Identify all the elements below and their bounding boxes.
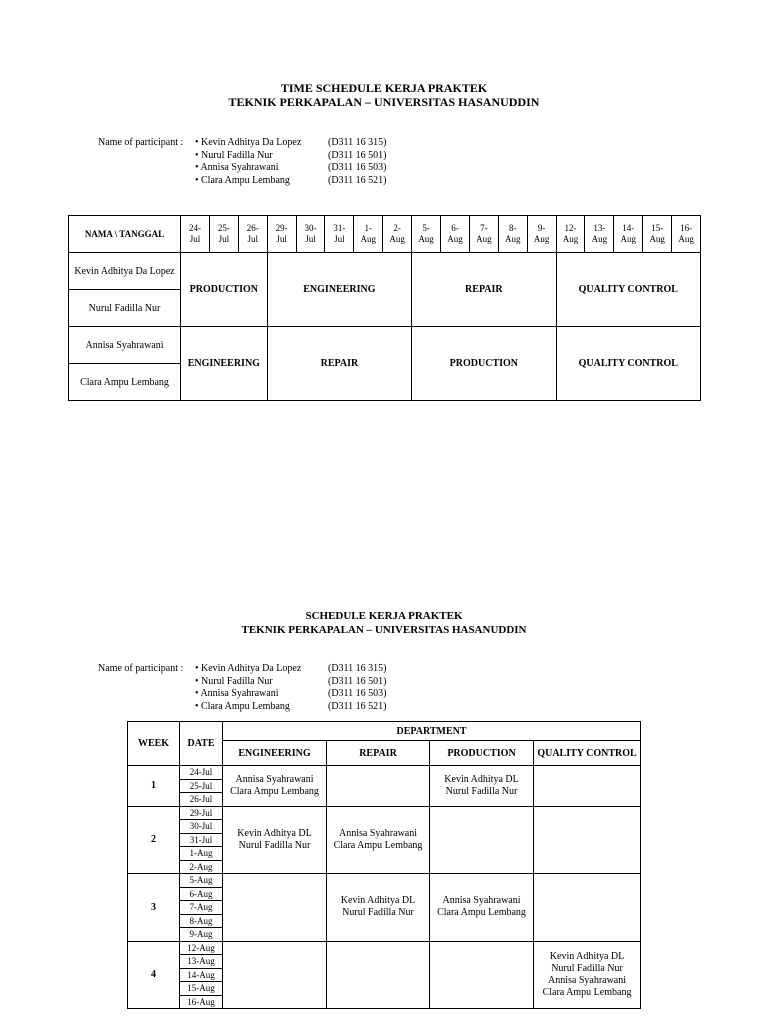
date-cell: 15-Aug (180, 982, 223, 996)
time-schedule-table (68, 215, 701, 401)
date-day: 25- (217, 223, 230, 233)
department-cell (430, 766, 534, 807)
department-cell (534, 806, 641, 874)
date-month: Jul (247, 234, 258, 244)
date-month: Jul (276, 234, 287, 244)
assigned-name: Annisa Syahrawani (547, 974, 627, 986)
week-number: 1 (128, 766, 180, 807)
date-cell: 1-Aug (180, 847, 223, 861)
department-cell (327, 874, 430, 942)
assigned-name: Nurul Fadilla Nur (238, 839, 311, 851)
participant-item (195, 701, 301, 714)
date-cell: 26-Jul (180, 793, 223, 807)
participant-id: (D311 16 503) (328, 688, 387, 699)
row-name: Clara Ampu Lembang (69, 364, 181, 401)
assigned-name: Clara Ampu Lembang (333, 839, 423, 851)
date-cell: 13-Aug (180, 955, 223, 969)
date-header (383, 216, 412, 253)
date-header (412, 216, 441, 253)
date-day: 14- (622, 223, 635, 233)
participant-item (195, 175, 301, 188)
schedule1-title-line1: TIME SCHEDULE KERJA PRAKTEK (280, 81, 488, 95)
date-header (643, 216, 672, 253)
date-cell: 24-Jul (180, 766, 223, 780)
date-header (585, 216, 614, 253)
activity-cell: REPAIR (267, 327, 411, 401)
date-day: 9- (537, 223, 546, 233)
date-header (556, 216, 585, 253)
date-header (181, 216, 210, 253)
participant-name-text: Nurul Fadilla Nur (201, 149, 273, 161)
date-month: Aug (533, 234, 550, 244)
date-cell: 7-Aug (180, 901, 223, 915)
participant-item (195, 162, 301, 175)
dept-quality-control: QUALITY CONTROL (534, 741, 641, 766)
date-month: Jul (305, 234, 316, 244)
date-month: Jul (218, 234, 230, 244)
date-header (672, 216, 701, 253)
dept-production: PRODUCTION (430, 741, 534, 766)
participant-names (195, 137, 301, 187)
header-week: WEEK (128, 722, 180, 766)
table-row (128, 766, 641, 780)
date-month: Aug (360, 234, 377, 244)
date-month: Aug (447, 234, 463, 244)
department-cell (223, 806, 327, 874)
participant-label: Name of participant : (98, 137, 184, 148)
table-row (128, 806, 641, 820)
participant-ids (328, 663, 387, 713)
activity-cell: PRODUCTION (412, 327, 556, 401)
date-cell: 31-Jul (180, 833, 223, 847)
participant-id: (D311 16 521) (328, 174, 387, 186)
date-month: Aug (476, 234, 492, 244)
date-day: 5- (422, 223, 430, 233)
activity-cell: ENGINEERING (267, 253, 411, 327)
date-day: 6- (451, 223, 459, 233)
date-month: Jul (334, 234, 345, 244)
date-day: 7- (480, 223, 488, 233)
date-month: Aug (418, 234, 434, 244)
participant-label: Name of participant : (98, 663, 184, 674)
date-cell: 25-Jul (180, 779, 223, 793)
participant-item (195, 688, 301, 701)
participant-name-text: Clara Ampu Lembang (201, 174, 290, 186)
participant-name-text: Nurul Fadilla Nur (201, 675, 273, 687)
department-cell (534, 874, 641, 942)
schedule2-title (0, 609, 768, 637)
participant-id: (D311 16 521) (328, 700, 387, 712)
participant-names (195, 663, 301, 713)
participant-item (195, 676, 301, 689)
department-cell (223, 941, 327, 1009)
participant-name-text: Kevin Adhitya Da Lopez (201, 137, 302, 148)
date-day: 12- (564, 223, 577, 233)
date-month: Aug (504, 234, 521, 244)
week-number: 4 (128, 941, 180, 1009)
participant-item (195, 663, 301, 676)
assigned-name: Clara Ampu Lembang (230, 785, 319, 797)
date-header (614, 216, 643, 253)
date-cell: 30-Jul (180, 820, 223, 834)
header-date: DATE (180, 722, 223, 766)
department-cell (430, 874, 534, 942)
date-header (296, 216, 325, 253)
department-schedule-table (127, 721, 641, 1009)
bullet-icon: • (195, 675, 202, 687)
activity-cell: QUALITY CONTROL (556, 253, 700, 327)
schedule2-participants (98, 663, 428, 715)
date-header (267, 216, 296, 253)
assigned-name: Nurul Fadilla Nur (445, 785, 518, 797)
schedule2-title-line1: SCHEDULE KERJA PRAKTEK (305, 610, 463, 622)
date-cell: 6-Aug (180, 887, 223, 901)
department-cell (430, 941, 534, 1009)
date-day: 2- (393, 223, 401, 233)
department-cell (223, 874, 327, 942)
participant-item (195, 150, 301, 163)
assigned-name: Annisa Syahrawani (235, 773, 314, 785)
date-day: 13- (593, 223, 606, 233)
activity-cell: QUALITY CONTROL (556, 327, 700, 401)
participant-item (195, 137, 301, 150)
assigned-name: Kevin Adhitya DL (549, 950, 625, 962)
date-month: Aug (591, 234, 608, 244)
date-month: Aug (649, 234, 665, 244)
date-cell: 29-Jul (180, 806, 223, 820)
schedule1-title (0, 81, 768, 109)
participant-id: (D311 16 315) (328, 137, 387, 148)
header-department: DEPARTMENT (223, 722, 641, 741)
date-day: 8- (508, 223, 517, 233)
date-day: 24- (188, 223, 201, 233)
date-month: Aug (678, 234, 694, 244)
date-cell: 14-Aug (180, 968, 223, 982)
date-header (527, 216, 556, 253)
date-day: 1- (364, 223, 373, 233)
date-day: 30- (304, 223, 317, 233)
department-cell (223, 766, 327, 807)
department-cell (534, 766, 641, 807)
department-cell (327, 941, 430, 1009)
activity-cell: ENGINEERING (181, 327, 268, 401)
participant-id: (D311 16 315) (328, 663, 387, 674)
participant-id: (D311 16 501) (328, 675, 387, 687)
assigned-name: Nurul Fadilla Nur (342, 907, 414, 919)
date-day: 15- (651, 223, 664, 233)
date-day: 31- (333, 223, 346, 233)
dept-engineering: ENGINEERING (223, 741, 327, 766)
table-row (128, 874, 641, 888)
dept-repair: REPAIR (327, 741, 430, 766)
week-number: 2 (128, 806, 180, 874)
header-row (128, 722, 641, 741)
date-cell: 16-Aug (180, 995, 223, 1009)
date-day: 26- (246, 223, 259, 233)
date-cell: 8-Aug (180, 914, 223, 928)
date-month: Jul (189, 234, 201, 244)
schedule1-participants (98, 137, 428, 189)
row-name: Kevin Adhitya Da Lopez (69, 253, 181, 290)
bullet-icon: • (195, 137, 202, 148)
date-header (441, 216, 470, 253)
date-cell: 2-Aug (180, 860, 223, 874)
date-cell: 12-Aug (180, 941, 223, 955)
date-header (469, 216, 498, 253)
assigned-name: Kevin Adhitya DL (340, 895, 416, 907)
date-header (498, 216, 527, 253)
date-month: Aug (620, 234, 637, 244)
date-month: Aug (562, 234, 579, 244)
row-name: Annisa Syahrawani (69, 327, 181, 364)
participant-id: (D311 16 501) (328, 149, 387, 161)
schedule1-title-line2: TEKNIK PERKAPALAN – UNIVERSITAS HASANUDDIN (228, 95, 540, 109)
department-cell (430, 806, 534, 874)
assigned-name: Nurul Fadilla Nur (551, 962, 623, 974)
department-cell (327, 806, 430, 874)
date-header (238, 216, 267, 253)
date-cell: 9-Aug (180, 928, 223, 942)
activity-cell: PRODUCTION (181, 253, 268, 327)
table-row (128, 941, 641, 955)
bullet-icon: • (195, 174, 202, 186)
assigned-name: Kevin Adhitya DL (444, 773, 519, 785)
bullet-icon: • (195, 663, 202, 674)
date-header (325, 216, 354, 253)
bullet-icon: • (195, 162, 201, 173)
bullet-icon: • (195, 149, 202, 161)
participant-name-text: Annisa Syahrawani (200, 688, 279, 699)
date-month: Aug (389, 234, 405, 244)
bullet-icon: • (195, 688, 201, 699)
date-day: 29- (275, 223, 288, 233)
department-cell (534, 941, 641, 1009)
date-header (354, 216, 383, 253)
assigned-name: Annisa Syahrawani (442, 895, 521, 907)
schedule2-title-line2: TEKNIK PERKAPALAN – UNIVERSITAS HASANUDDIN (241, 624, 527, 636)
participant-name-text: Kevin Adhitya Da Lopez (201, 663, 302, 674)
participant-id: (D311 16 503) (328, 162, 387, 173)
table-row (69, 253, 701, 290)
week-number: 3 (128, 874, 180, 942)
assigned-name: Clara Ampu Lembang (437, 907, 526, 919)
participant-name-text: Clara Ampu Lembang (201, 700, 290, 712)
date-header (209, 216, 238, 253)
activity-cell: REPAIR (412, 253, 556, 327)
date-cell: 5-Aug (180, 874, 223, 888)
assigned-name: Clara Ampu Lembang (542, 986, 632, 998)
header-nama-tanggal: NAMA \ TANGGAL (69, 216, 181, 253)
participant-ids (328, 137, 387, 187)
bullet-icon: • (195, 700, 202, 712)
assigned-name: Kevin Adhitya DL (237, 827, 312, 839)
row-name: Nurul Fadilla Nur (69, 290, 181, 327)
assigned-name: Annisa Syahrawani (338, 827, 418, 839)
department-cell (327, 766, 430, 807)
participant-name-text: Annisa Syahrawani (200, 162, 279, 173)
date-day: 16- (680, 223, 693, 233)
table-row (69, 327, 701, 364)
header-row (69, 216, 701, 253)
